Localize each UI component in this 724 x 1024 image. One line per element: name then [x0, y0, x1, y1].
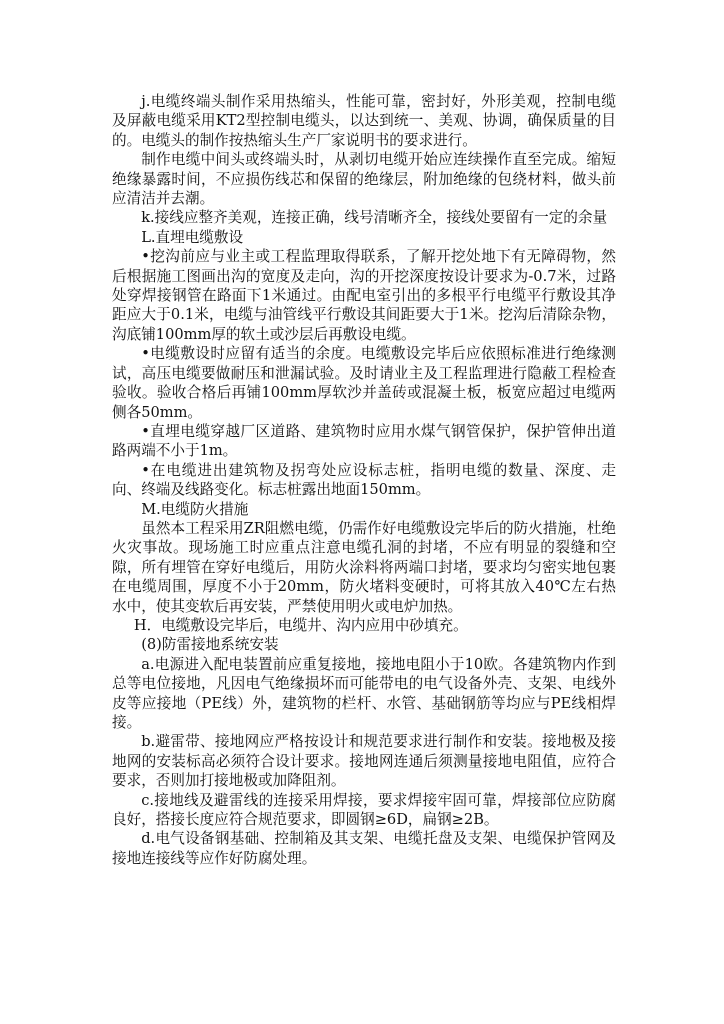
paragraph-h-sand-fill: H．电缆敷设完毕后，电缆井、沟内应用中砂填充。	[133, 616, 468, 634]
paragraph-j-cable-terminal: j.电缆终端头制作采用热缩头，性能可靠，密封好，外形美观，控制电缆及屏蔽电缆采用KT2型控制电缆头，以达到统一、美观、协调，确保质量的目的。电缆头的制作按热缩头生产厂家说明书的要求进行。	[112, 93, 616, 149]
paragraph-trench-excavation: •挖沟前应与业主或工程监理取得联系，了解开挖处地下有无障碍物，然后根据施工图画出沟的宽度及走向，沟的开挖深度按设计要求为-0.7米，过路处穿焊接钢管在路面下1米通过。由配电室引出的多根平行电缆平行敷设其净距应大于0.1米，电缆与油管线平行敷设其间距要大于1米。挖沟后清除杂物，沟底铺100mm厚的软土或沙层后再敷设电缆。	[112, 248, 616, 343]
paragraph-d-anticorrosion: d.电气设备钢基础、控制箱及其支架、电缆托盘及支架、电缆保护管网及接地连接线等应作好防腐处理。	[112, 830, 616, 867]
paragraph-a-repeat-grounding: a.电源进入配电装置前应重复接地，接地电阻小于10欧。各建筑物内作到总等电位接地，凡因电气绝缘损坏而可能带电的电气设备外壳、支架、电线外皮等应接地（PE线）外，建筑物的栏杆、水管、基础钢筋等均应与PE线相焊接。	[112, 655, 616, 731]
paragraph-k-wiring: k.接线应整齐美观，连接正确，线号清晰齐全，接线处要留有一定的余量	[141, 209, 608, 227]
paragraph-marker-posts: •在电缆进出建筑物及拐弯处应设标志桩，指明电缆的数量、深度、走向、终端及线路变化。标志桩露出地面150mm。	[112, 461, 616, 499]
paragraph-fire-measures: 虽然本工程采用ZR阻燃电缆，仍需作好电缆敷设完毕后的防火措施，杜绝火灾事故。现场施工时应重点注意电缆孔洞的封堵，不应有明显的裂缝和空隙，所有埋管在穿好电缆后，用防火涂料将两端口封堵，要求均匀密实地包裹在电缆周围，厚度不小于20mm，防火堵料变硬时，可将其放入40℃左右热水中，使其变软后再安装，严禁使用明火或电炉加热。	[112, 519, 616, 615]
heading-direct-burial: L.直埋电缆敷设	[141, 228, 244, 246]
paragraph-cable-laying-test: •电缆敷设时应留有适当的余度。电缆敷设完毕后应依照标准进行绝缘测试，高压电缆要做耐压和泄漏试验。及时请业主及工程监理进行隐蔽工程检查验收。验收合格后再铺100mm厚软沙并盖砖或混凝土板，板宽应超过电缆两侧各50mm。	[112, 345, 616, 421]
paragraph-b-lightning-belt: b.避雷带、接地网应严格按设计和规范要求进行制作和安装。接地极及接地网的安装标高必须符合设计要求。接地网连通后须测量接地电阻值，应符合要求，否则加打接地极或加降阻剂。	[112, 733, 616, 790]
paragraph-splice-procedure: 制作电缆中间头或终端头时，从剥切电缆开始应连续操作直至完成。缩短绝缘暴露时间，不应损伤线芯和保留的绝缘层，附加绝缘的包绕材料，做头前应清洁并去潮。	[112, 151, 616, 208]
heading-lightning-grounding: (8)防雷接地系统安装	[141, 636, 279, 654]
paragraph-road-crossing: •直埋电缆穿越厂区道路、建筑物时应用水煤气钢管保护，保护管伸出道路两端不小于1m。	[112, 422, 616, 460]
paragraph-c-welding: c.接地线及避雷线的连接采用焊接，要求焊接牢固可靠，焊接部位应防腐良好，搭接长度应符合规范要求，即圆钢≥6D，扁钢≥2B。	[112, 791, 616, 829]
heading-fire-protection: M.电缆防火措施	[141, 500, 249, 518]
